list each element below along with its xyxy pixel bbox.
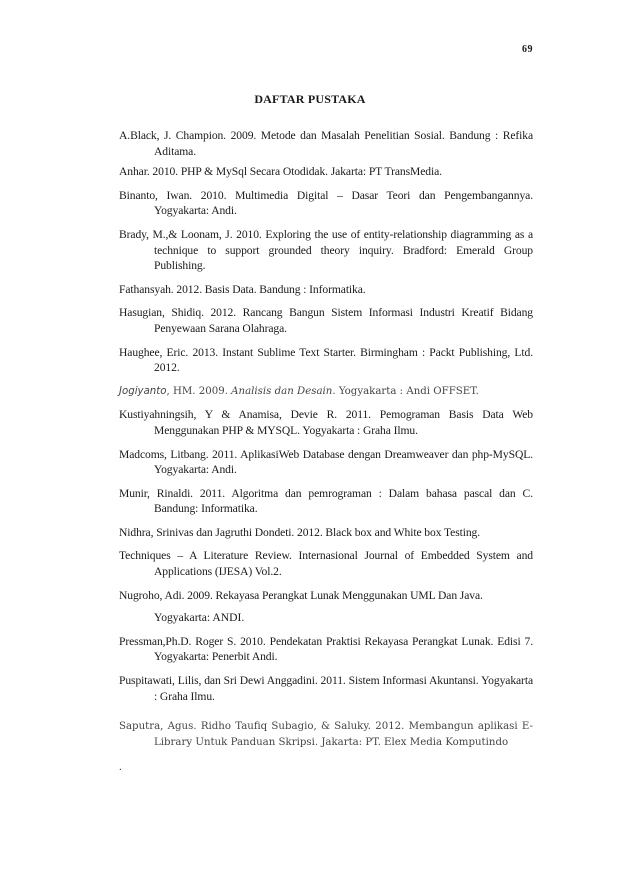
reference-item: Puspitawati, Lilis, dan Sri Dewi Anggadini. 2011. Sistem Informasi Akuntansi. Yogyakarta : Graha Ilmu. [119,674,533,703]
reference-author: Jogiyanto [119,385,167,397]
trailing-mark: . [119,761,122,774]
page-number: 69 [522,44,533,55]
reference-item: Techniques – A Literature Review. Internasional Journal of Embedded System and Applications (IJESA) Vol.2. [119,549,533,579]
reference-item: Haughee, Eric. 2013. Instant Sublime Text Starter. Birmingham : Packt Publishing, Ltd. 2012. [119,345,533,375]
reference-item: Binanto, Iwan. 2010. Multimedia Digital – Dasar Teori dan Pengembangannya. Yogyakarta: Andi. [119,188,533,218]
reference-continuation: Yogyakarta: ANDI. [154,611,245,625]
reference-item: Saputra, Agus. Ridho Taufiq Subagio, & Saluky. 2012. Membangun aplikasi E-Library Untuk Panduan Skripsi. Jakarta: PT. Elex Media Komputindo [119,721,533,748]
reference-item: A.Black, J. Champion. 2009. Metode dan Masalah Penelitian Sosial. Bandung : Refika Aditama. [119,129,533,158]
reference-publisher: . Yogyakarta : Andi OFFSET. [332,385,479,397]
reference-item: Munir, Rinaldi. 2011. Algoritma dan pemrograman : Dalam bahasa pascal dan C. Bandung: Informatika. [119,486,533,516]
reference-item: Madcoms, Litbang. 2011. AplikasiWeb Database dengan Dreamweaver dan php-MySQL. Yogyakarta: Andi. [119,447,533,477]
page-title: DAFTAR PUSTAKA [254,92,366,106]
reference-book-title: Analisis dan Desain [231,385,333,397]
reference-item: Nidhra, Srinivas dan Jagruthi Dondeti. 2012. Black box and White box Testing. [119,525,481,539]
reference-item: Pressman,Ph.D. Roger S. 2010. Pendekatan Praktisi Rekayasa Perangkat Lunak. Edisi 7. Yogyakarta: Penerbit Andi. [119,634,533,664]
reference-year: , HM. 2009. [166,385,232,397]
reference-item: Brady, M.,& Loonam, J. 2010. Exploring the use of entity-relationship diagramming as a technique to support grounded theory inquiry. Bradford: Emerald Group Publishing. [119,227,533,273]
reference-list [119,128,533,776]
reference-item: Kustiyahningsih, Y & Anamisa, Devie R. 2011. Pemograman Basis Data Web Menggunakan PHP & MYSQL. Yogyakarta : Graha Ilmu. [119,408,533,437]
reference-item: Hasugian, Shidiq. 2012. Rancang Bangun Sistem Informasi Industri Kreatif Bidang Penyewaan Sarana Olahraga. [119,306,533,335]
reference-item: Nugroho, Adi. 2009. Rekayasa Perangkat Lunak Menggunakan UML Dan Java. [119,588,483,602]
reference-item: Fathansyah. 2012. Basis Data. Bandung : Informatika. [119,282,366,296]
reference-item [119,384,533,400]
reference-item: Anhar. 2010. PHP & MySql Secara Otodidak. Jakarta: PT TransMedia. [119,165,442,179]
